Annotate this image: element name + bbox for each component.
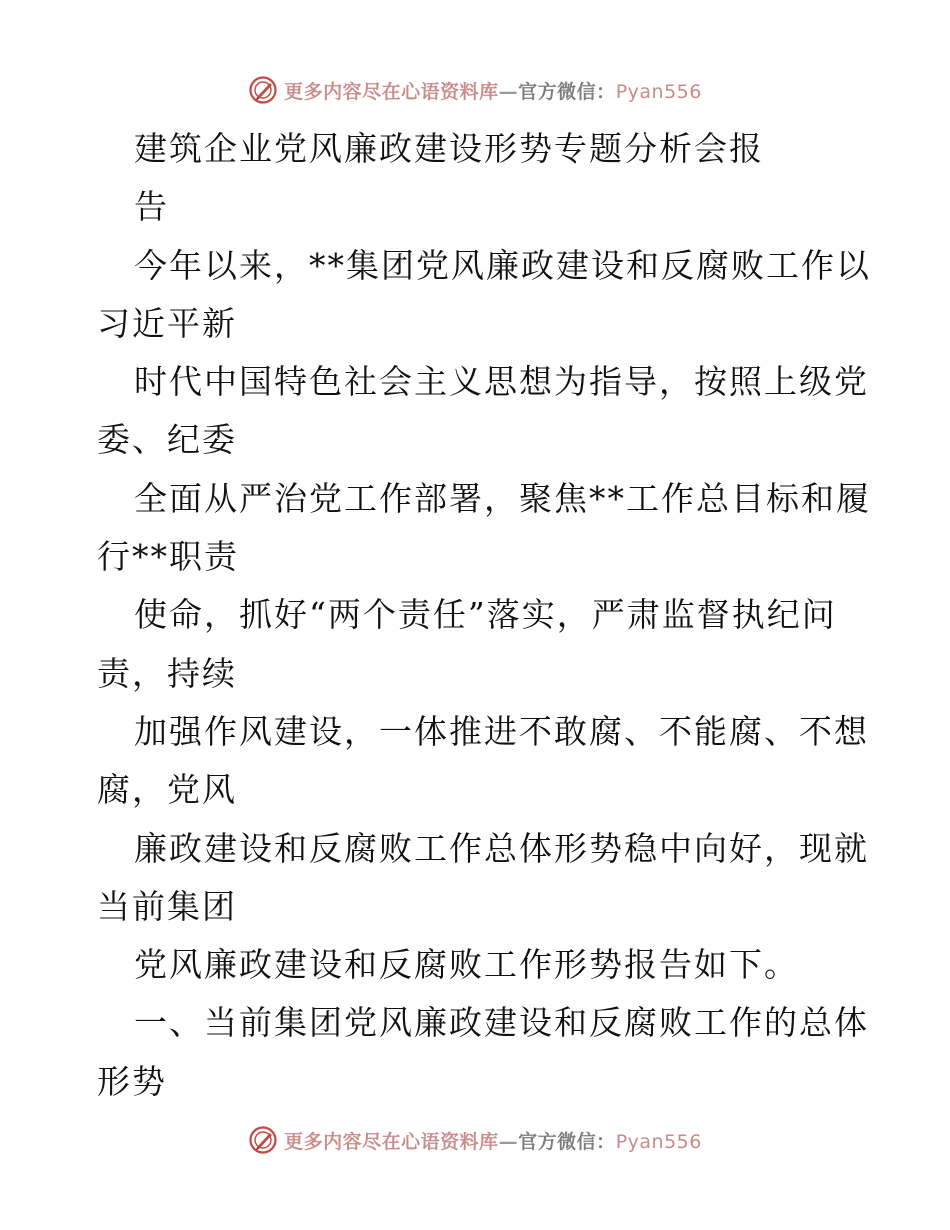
document-line: 责，持续 <box>97 653 237 693</box>
document-line: 一、当前集团党风廉政建设和反腐败工作的总体 <box>134 1003 869 1043</box>
document-body <box>97 120 871 1111</box>
document-line: 使命，抓好“两个责任”落实，严肃监督执纪问 <box>134 595 837 635</box>
banner-lead-text: 更多内容尽在心语资料库 <box>284 1130 499 1153</box>
document-line: 形势 <box>97 1061 167 1101</box>
header-watermark-banner <box>0 70 950 110</box>
document-line: 告 <box>134 187 169 227</box>
document-line: 时代中国特色社会主义思想为指导，按照上级党 <box>134 362 869 402</box>
banner-wechat-handle: Pyan556 <box>615 80 702 103</box>
document-line: 习近平新 <box>97 303 237 343</box>
banner-wechat-handle: Pyan556 <box>615 1130 702 1153</box>
document-line: 建筑企业党风廉政建设形势专题分析会报 <box>134 129 764 168</box>
document-line: 全面从严治党工作部署，聚焦**工作总目标和履 <box>134 478 871 518</box>
banner-wechat-label: 官方微信： <box>518 1130 616 1153</box>
document-line: 今年以来，**集团党风廉政建设和反腐败工作以 <box>134 245 871 285</box>
seal-pen-icon <box>248 75 278 105</box>
banner-lead-text: 更多内容尽在心语资料库 <box>284 80 499 103</box>
document-line: 廉政建设和反腐败工作总体形势稳中向好，现就 <box>134 828 869 868</box>
document-line: 党风廉政建设和反腐败工作形势报告如下。 <box>134 945 799 985</box>
seal-pen-icon <box>248 1125 278 1155</box>
footer-watermark-banner <box>0 1120 950 1160</box>
banner-wechat-label: 官方微信： <box>518 80 616 103</box>
banner-text <box>284 1127 702 1154</box>
banner-separator: — <box>498 80 519 103</box>
document-line: 腐，党风 <box>97 770 237 810</box>
banner-text <box>284 77 702 104</box>
banner-separator: — <box>498 1130 519 1153</box>
document-line: 加强作风建设，一体推进不敢腐、不能腐、不想 <box>134 711 869 751</box>
document-line: 委、纪委 <box>97 420 237 460</box>
document-line: 行**职责 <box>97 537 239 577</box>
document-line: 当前集团 <box>97 886 237 926</box>
